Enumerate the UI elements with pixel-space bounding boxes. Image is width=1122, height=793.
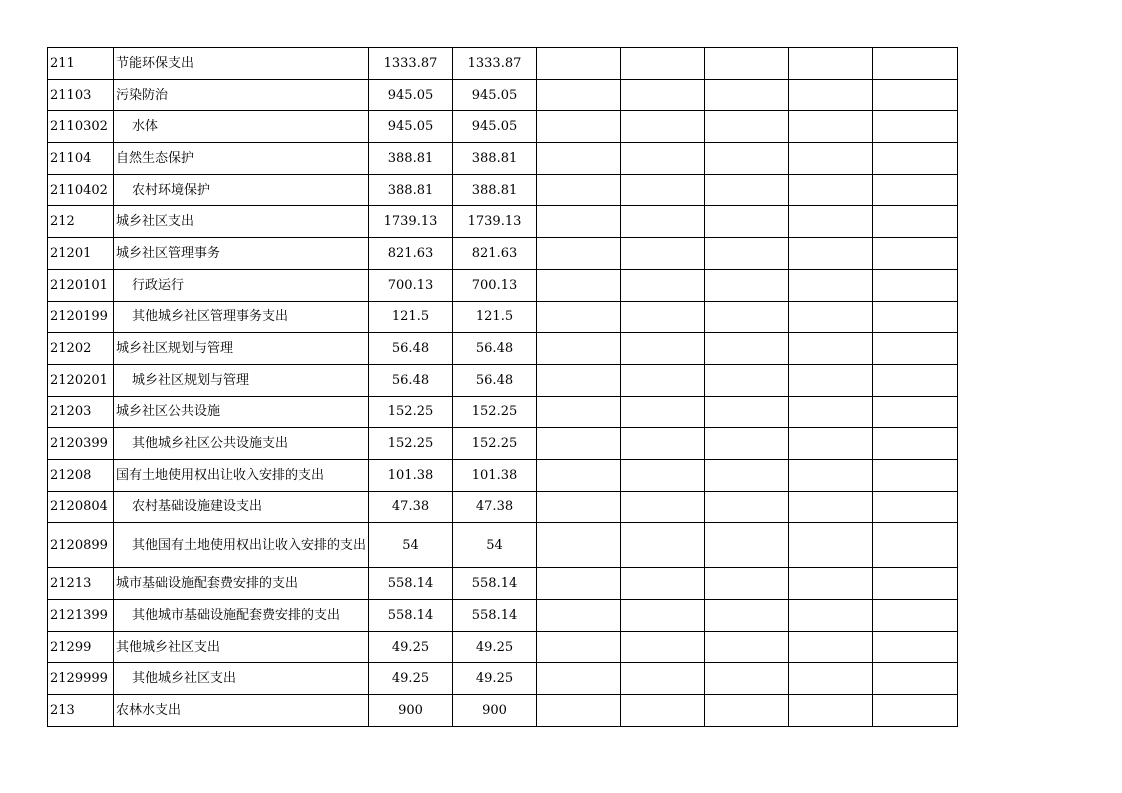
empty-cell[interactable] — [621, 333, 705, 365]
empty-cell[interactable] — [705, 428, 789, 460]
table-row — [48, 428, 958, 460]
empty-cell[interactable] — [621, 568, 705, 600]
empty-cell[interactable] — [705, 568, 789, 600]
subject-code-cell[interactable]: 21208 — [48, 459, 114, 491]
table-row — [48, 459, 958, 491]
total-amount-cell[interactable]: 388.81 — [369, 143, 453, 175]
empty-cell[interactable] — [537, 111, 621, 143]
empty-cell[interactable] — [789, 111, 873, 143]
subject-code-cell[interactable]: 2120399 — [48, 428, 114, 460]
table-row — [48, 663, 958, 695]
subject-code-cell[interactable]: 21103 — [48, 79, 114, 111]
empty-cell[interactable] — [789, 396, 873, 428]
subject-name-cell[interactable] — [114, 663, 369, 695]
empty-cell[interactable] — [621, 174, 705, 206]
table-row — [48, 695, 958, 727]
subject-name-cell[interactable] — [114, 523, 369, 568]
empty-cell[interactable] — [705, 364, 789, 396]
total-amount-cell[interactable]: 1333.87 — [369, 48, 453, 80]
empty-cell[interactable] — [873, 269, 958, 301]
subject-code-cell[interactable]: 2120101 — [48, 269, 114, 301]
empty-cell[interactable] — [789, 695, 873, 727]
empty-cell[interactable] — [873, 111, 958, 143]
empty-cell[interactable] — [705, 174, 789, 206]
empty-cell[interactable] — [705, 111, 789, 143]
subject-name-text: 其他城乡社区管理事务支出 — [132, 309, 289, 325]
empty-cell[interactable] — [621, 428, 705, 460]
subject-name-text: 其他城乡社区公共设施支出 — [132, 436, 289, 452]
amount-cell[interactable]: 900 — [453, 695, 537, 727]
subject-name-text: 农林水支出 — [116, 702, 182, 718]
table-row — [48, 143, 958, 175]
empty-cell[interactable] — [537, 333, 621, 365]
total-amount-cell[interactable]: 1739.13 — [369, 206, 453, 238]
empty-cell[interactable] — [705, 269, 789, 301]
subject-name-text: 水体 — [132, 119, 159, 135]
subject-code-cell[interactable]: 21202 — [48, 333, 114, 365]
subject-name-text: 节能环保支出 — [116, 55, 195, 71]
table-row — [48, 79, 958, 111]
empty-cell[interactable] — [873, 695, 958, 727]
empty-cell[interactable] — [621, 206, 705, 238]
subject-code-cell[interactable]: 2110302 — [48, 111, 114, 143]
empty-cell[interactable] — [705, 631, 789, 663]
empty-cell[interactable] — [789, 491, 873, 523]
table-row — [48, 238, 958, 270]
table-row — [48, 48, 958, 80]
empty-cell[interactable] — [537, 631, 621, 663]
empty-cell[interactable] — [621, 111, 705, 143]
empty-cell[interactable] — [621, 396, 705, 428]
empty-cell[interactable] — [705, 459, 789, 491]
empty-cell[interactable] — [537, 491, 621, 523]
table-row — [48, 523, 958, 568]
subject-code-cell[interactable]: 211 — [48, 48, 114, 80]
subject-name-text: 城乡社区规划与管理 — [116, 341, 234, 357]
empty-cell[interactable] — [621, 143, 705, 175]
empty-cell[interactable] — [789, 459, 873, 491]
empty-cell[interactable] — [537, 396, 621, 428]
subject-name-text: 自然生态保护 — [116, 150, 195, 166]
amount-cell[interactable]: 49.25 — [453, 631, 537, 663]
empty-cell[interactable] — [537, 79, 621, 111]
total-amount-cell[interactable]: 121.5 — [369, 301, 453, 333]
empty-cell[interactable] — [873, 238, 958, 270]
empty-cell[interactable] — [789, 143, 873, 175]
empty-cell[interactable] — [705, 663, 789, 695]
empty-cell[interactable] — [537, 600, 621, 632]
empty-cell[interactable] — [621, 301, 705, 333]
empty-cell[interactable] — [621, 523, 705, 568]
empty-cell[interactable] — [705, 301, 789, 333]
subject-name-cell[interactable] — [114, 174, 369, 206]
empty-cell[interactable] — [621, 48, 705, 80]
empty-cell[interactable] — [537, 143, 621, 175]
total-amount-cell[interactable]: 700.13 — [369, 269, 453, 301]
empty-cell[interactable] — [705, 143, 789, 175]
budget-table — [47, 47, 958, 727]
empty-cell[interactable] — [537, 459, 621, 491]
subject-name-text: 其他城乡社区支出 — [116, 639, 221, 655]
amount-cell[interactable]: 152.25 — [453, 428, 537, 460]
subject-name-text: 城乡社区管理事务 — [116, 245, 221, 261]
subject-name-cell[interactable] — [114, 143, 369, 175]
empty-cell[interactable] — [873, 459, 958, 491]
subject-name-text: 其他城乡社区支出 — [132, 671, 237, 687]
subject-code-cell[interactable]: 2120199 — [48, 301, 114, 333]
subject-code-cell[interactable]: 21104 — [48, 143, 114, 175]
amount-cell[interactable]: 121.5 — [453, 301, 537, 333]
subject-name-text: 城乡社区公共设施 — [116, 404, 221, 420]
amount-cell[interactable]: 54 — [453, 523, 537, 568]
subject-name-cell[interactable] — [114, 333, 369, 365]
subject-name-cell[interactable] — [114, 364, 369, 396]
total-amount-cell[interactable]: 56.48 — [369, 333, 453, 365]
total-amount-cell[interactable]: 49.25 — [369, 631, 453, 663]
empty-cell[interactable] — [789, 269, 873, 301]
empty-cell[interactable] — [537, 523, 621, 568]
subject-name-text: 农村环境保护 — [132, 182, 211, 198]
subject-name-text: 城市基础设施配套费安排的支出 — [116, 576, 299, 592]
subject-code-cell[interactable]: 21213 — [48, 568, 114, 600]
table-row — [48, 568, 958, 600]
empty-cell[interactable] — [873, 396, 958, 428]
table-row — [48, 301, 958, 333]
empty-cell[interactable] — [873, 364, 958, 396]
subject-code-cell[interactable]: 21201 — [48, 238, 114, 270]
empty-cell[interactable] — [705, 600, 789, 632]
total-amount-cell[interactable]: 101.38 — [369, 459, 453, 491]
empty-cell[interactable] — [621, 364, 705, 396]
empty-cell[interactable] — [621, 79, 705, 111]
empty-cell[interactable] — [789, 364, 873, 396]
subject-code-cell[interactable]: 2120201 — [48, 364, 114, 396]
subject-name-cell[interactable] — [114, 491, 369, 523]
empty-cell[interactable] — [789, 631, 873, 663]
total-amount-cell[interactable]: 558.14 — [369, 568, 453, 600]
table-row — [48, 111, 958, 143]
amount-cell[interactable]: 558.14 — [453, 568, 537, 600]
table-row — [48, 174, 958, 206]
amount-cell[interactable]: 821.63 — [453, 238, 537, 270]
empty-cell[interactable] — [873, 491, 958, 523]
amount-cell[interactable]: 152.25 — [453, 396, 537, 428]
empty-cell[interactable] — [537, 568, 621, 600]
subject-name-cell[interactable] — [114, 111, 369, 143]
empty-cell[interactable] — [873, 143, 958, 175]
empty-cell[interactable] — [537, 663, 621, 695]
subject-name-text: 国有土地使用权出让收入安排的支出 — [116, 467, 325, 483]
empty-cell[interactable] — [789, 663, 873, 695]
subject-code-cell[interactable]: 2129999 — [48, 663, 114, 695]
empty-cell[interactable] — [537, 695, 621, 727]
subject-name-text: 行政运行 — [132, 277, 185, 293]
subject-name-cell[interactable] — [114, 79, 369, 111]
empty-cell[interactable] — [789, 48, 873, 80]
table-row — [48, 396, 958, 428]
empty-cell[interactable] — [621, 631, 705, 663]
empty-cell[interactable] — [621, 459, 705, 491]
empty-cell[interactable] — [621, 238, 705, 270]
empty-cell[interactable] — [537, 269, 621, 301]
total-amount-cell[interactable]: 945.05 — [369, 111, 453, 143]
total-amount-cell[interactable]: 152.25 — [369, 428, 453, 460]
empty-cell[interactable] — [705, 491, 789, 523]
table-row — [48, 631, 958, 663]
table-row — [48, 600, 958, 632]
empty-cell[interactable] — [621, 695, 705, 727]
total-amount-cell[interactable]: 49.25 — [369, 663, 453, 695]
total-amount-cell[interactable]: 821.63 — [369, 238, 453, 270]
empty-cell[interactable] — [537, 428, 621, 460]
empty-cell[interactable] — [537, 48, 621, 80]
subject-code-cell[interactable]: 213 — [48, 695, 114, 727]
empty-cell[interactable] — [873, 48, 958, 80]
empty-cell[interactable] — [873, 333, 958, 365]
table-row — [48, 206, 958, 238]
table-row — [48, 491, 958, 523]
subject-name-cell[interactable] — [114, 269, 369, 301]
empty-cell[interactable] — [789, 301, 873, 333]
empty-cell[interactable] — [621, 600, 705, 632]
empty-cell[interactable] — [705, 238, 789, 270]
subject-name-cell[interactable] — [114, 568, 369, 600]
subject-name-cell[interactable] — [114, 459, 369, 491]
empty-cell[interactable] — [789, 333, 873, 365]
empty-cell[interactable] — [789, 600, 873, 632]
total-amount-cell[interactable]: 558.14 — [369, 600, 453, 632]
empty-cell[interactable] — [873, 174, 958, 206]
empty-cell[interactable] — [873, 301, 958, 333]
amount-cell[interactable]: 56.48 — [453, 333, 537, 365]
subject-name-cell[interactable] — [114, 695, 369, 727]
empty-cell[interactable] — [789, 238, 873, 270]
total-amount-cell[interactable]: 47.38 — [369, 491, 453, 523]
empty-cell[interactable] — [705, 695, 789, 727]
total-amount-cell[interactable]: 152.25 — [369, 396, 453, 428]
amount-cell[interactable]: 945.05 — [453, 79, 537, 111]
amount-cell[interactable]: 56.48 — [453, 364, 537, 396]
subject-name-cell[interactable] — [114, 238, 369, 270]
empty-cell[interactable] — [873, 428, 958, 460]
subject-name-cell[interactable] — [114, 396, 369, 428]
table-row — [48, 269, 958, 301]
subject-name-cell[interactable] — [114, 301, 369, 333]
empty-cell[interactable] — [621, 491, 705, 523]
amount-cell[interactable]: 1739.13 — [453, 206, 537, 238]
subject-code-cell[interactable]: 2121399 — [48, 600, 114, 632]
empty-cell[interactable] — [705, 396, 789, 428]
empty-cell[interactable] — [789, 206, 873, 238]
subject-code-cell[interactable]: 2110402 — [48, 174, 114, 206]
empty-cell[interactable] — [537, 364, 621, 396]
subject-name-cell[interactable] — [114, 631, 369, 663]
empty-cell[interactable] — [789, 568, 873, 600]
empty-cell[interactable] — [789, 174, 873, 206]
total-amount-cell[interactable]: 900 — [369, 695, 453, 727]
empty-cell[interactable] — [537, 206, 621, 238]
empty-cell[interactable] — [537, 174, 621, 206]
table-row — [48, 333, 958, 365]
subject-name-text: 其他城市基础设施配套费安排的支出 — [132, 607, 341, 623]
empty-cell[interactable] — [789, 523, 873, 568]
empty-cell[interactable] — [537, 301, 621, 333]
empty-cell[interactable] — [789, 428, 873, 460]
table-row — [48, 364, 958, 396]
empty-cell[interactable] — [789, 79, 873, 111]
amount-cell[interactable]: 1333.87 — [453, 48, 537, 80]
amount-cell[interactable]: 558.14 — [453, 600, 537, 632]
empty-cell[interactable] — [705, 333, 789, 365]
empty-cell[interactable] — [621, 663, 705, 695]
subject-name-cell[interactable] — [114, 428, 369, 460]
empty-cell[interactable] — [873, 663, 958, 695]
subject-name-cell[interactable] — [114, 48, 369, 80]
empty-cell[interactable] — [537, 238, 621, 270]
amount-cell[interactable]: 700.13 — [453, 269, 537, 301]
empty-cell[interactable] — [873, 568, 958, 600]
empty-cell[interactable] — [705, 48, 789, 80]
total-amount-cell[interactable]: 54 — [369, 523, 453, 568]
subject-name-text: 城乡社区规划与管理 — [132, 372, 250, 388]
empty-cell[interactable] — [705, 79, 789, 111]
amount-cell[interactable]: 945.05 — [453, 111, 537, 143]
subject-name-text: 城乡社区支出 — [116, 214, 195, 230]
amount-cell[interactable]: 388.81 — [453, 143, 537, 175]
subject-name-cell[interactable] — [114, 600, 369, 632]
amount-cell[interactable]: 47.38 — [453, 491, 537, 523]
total-amount-cell[interactable]: 56.48 — [369, 364, 453, 396]
total-amount-cell[interactable]: 388.81 — [369, 174, 453, 206]
empty-cell[interactable] — [873, 523, 958, 568]
subject-name-text: 污染防治 — [116, 87, 169, 103]
total-amount-cell[interactable]: 945.05 — [369, 79, 453, 111]
empty-cell[interactable] — [873, 79, 958, 111]
empty-cell[interactable] — [705, 523, 789, 568]
subject-code-cell[interactable]: 2120804 — [48, 491, 114, 523]
empty-cell[interactable] — [873, 206, 958, 238]
amount-cell[interactable]: 388.81 — [453, 174, 537, 206]
empty-cell[interactable] — [873, 600, 958, 632]
amount-cell[interactable]: 101.38 — [453, 459, 537, 491]
subject-code-cell[interactable]: 2120899 — [48, 523, 114, 568]
subject-name-text: 农村基础设施建设支出 — [132, 499, 263, 515]
table-body — [48, 48, 958, 727]
empty-cell[interactable] — [873, 631, 958, 663]
amount-cell[interactable]: 49.25 — [453, 663, 537, 695]
subject-code-cell[interactable]: 21203 — [48, 396, 114, 428]
subject-name-cell[interactable] — [114, 206, 369, 238]
subject-name-text: 其他国有土地使用权出让收入安排的支出 — [132, 537, 367, 553]
empty-cell[interactable] — [621, 269, 705, 301]
subject-code-cell[interactable]: 21299 — [48, 631, 114, 663]
empty-cell[interactable] — [705, 206, 789, 238]
subject-code-cell[interactable]: 212 — [48, 206, 114, 238]
